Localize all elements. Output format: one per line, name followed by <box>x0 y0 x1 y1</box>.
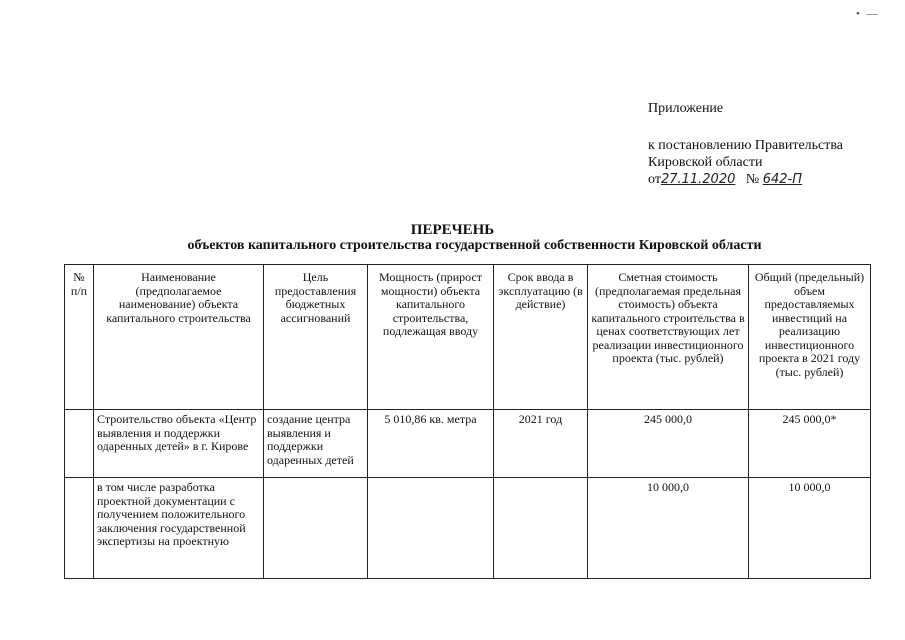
header-cost: Сметная стоимость (предполагаемая предельная стоимость) объекта капитального строительства в ценах соответствующих лет реализации инвестиционного проекта (тыс. рублей) <box>588 265 749 410</box>
cell-deadline: 2021 год <box>494 410 588 478</box>
number-prefix: № <box>745 172 760 187</box>
cell-cost: 245 000,0 <box>588 410 749 478</box>
cell-capacity <box>368 478 494 579</box>
cell-num <box>65 478 94 579</box>
cell-name: Строительство объекта «Центр выявления и поддержки одаренных детей» в г. Кирове <box>94 410 264 478</box>
cell-investment: 10 000,0 <box>749 478 871 579</box>
appendix-label: Приложение <box>648 101 724 116</box>
cell-investment: 245 000,0* <box>749 410 871 478</box>
table-row <box>65 410 871 478</box>
cell-name: в том числе разработка проектной документации с получением положительного заключения государственной экспертизы на проектную <box>94 478 264 579</box>
header-investment: Общий (предельный) объем предоставляемых инвестиций на реализацию инвестиционного проекта в 2021 году (тыс. рублей) <box>749 265 871 410</box>
corner-mark: • — <box>856 8 880 20</box>
table-row <box>65 478 871 579</box>
appendix-block <box>648 100 843 188</box>
cell-num <box>65 410 94 478</box>
header-purpose: Цель предоставления бюджетных ассигнований <box>264 265 368 410</box>
header-name: Наименование (предполагаемое наименование) объекта капитального строительства <box>94 265 264 410</box>
cell-purpose <box>264 478 368 579</box>
cell-deadline <box>494 478 588 579</box>
date-number-line <box>648 171 843 188</box>
region-line: Кировской области <box>648 155 763 170</box>
handwritten-number: 642-П <box>762 172 803 187</box>
document-subtitle: объектов капитального строительства государственной собственности Кировской области <box>187 238 762 253</box>
resolution-line: к постановлению Правительства <box>648 138 844 153</box>
cell-purpose: создание центра выявления и поддержки одаренных детей <box>264 410 368 478</box>
cell-capacity: 5 010,86 кв. метра <box>368 410 494 478</box>
header-num: № п/п <box>65 265 94 410</box>
date-prefix: от <box>648 172 661 187</box>
handwritten-date: 27.11.2020 <box>660 172 736 187</box>
document-title: ПЕРЕЧЕНЬ <box>410 222 495 238</box>
cell-cost: 10 000,0 <box>588 478 749 579</box>
table-header-row <box>65 265 871 410</box>
header-capacity: Мощность (прирост мощности) объекта капитального строительства, подлежащая вводу <box>368 265 494 410</box>
objects-table <box>64 264 871 579</box>
header-deadline: Срок ввода в эксплуатацию (в действие) <box>494 265 588 410</box>
